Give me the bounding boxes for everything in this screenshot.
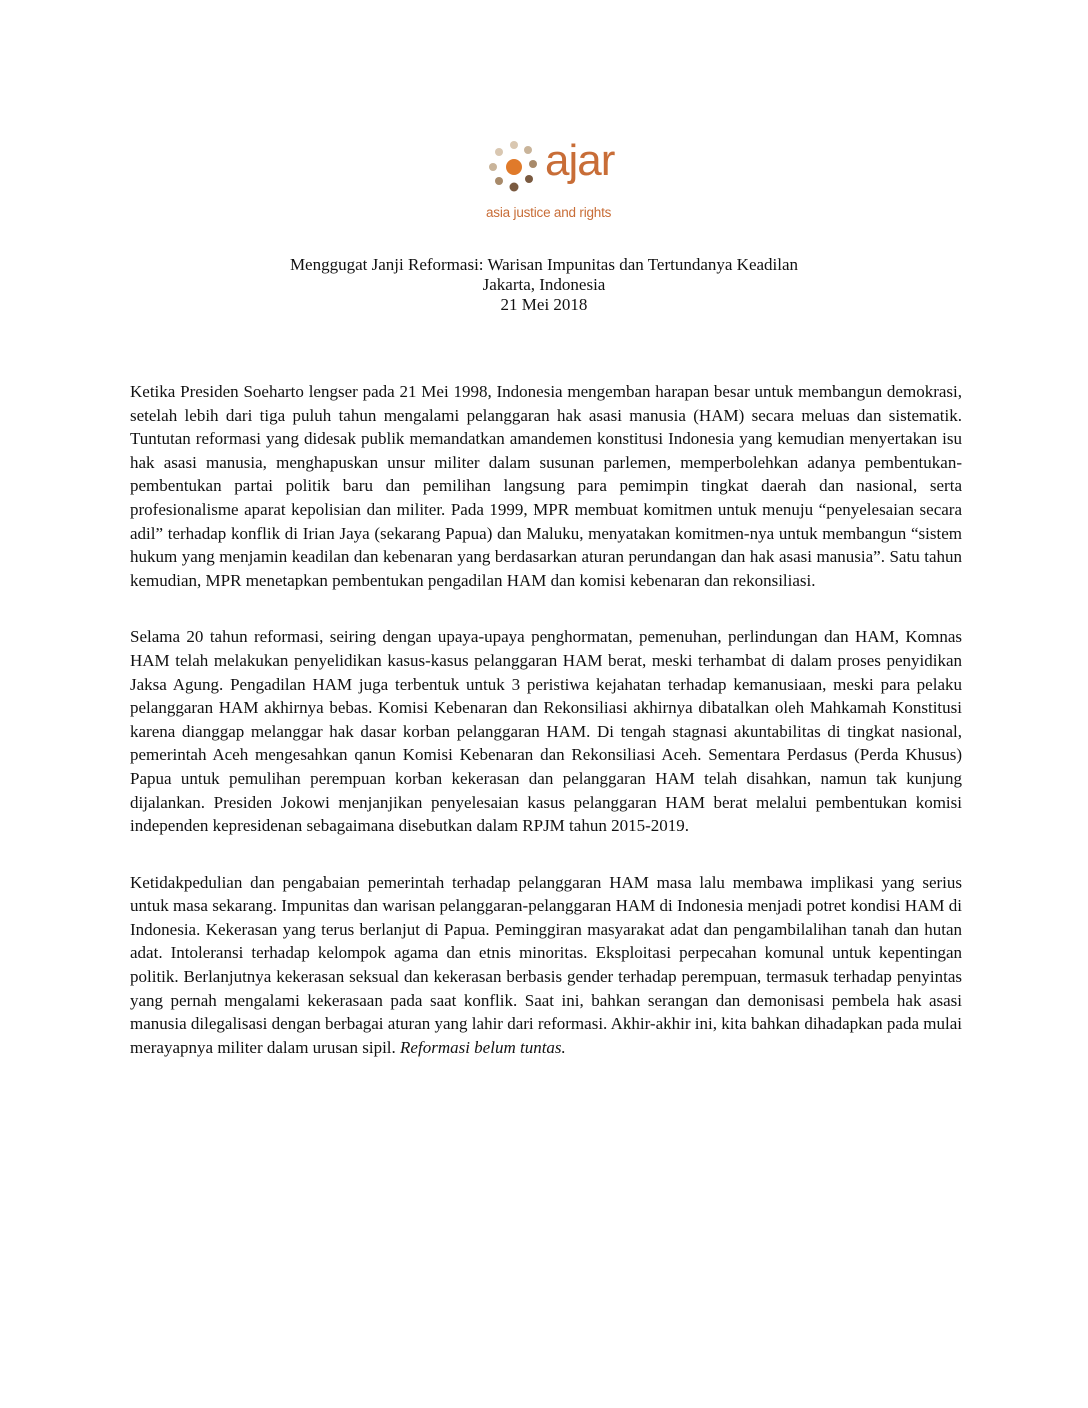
dot-circle-icon <box>486 135 546 199</box>
document-body <box>130 380 962 1092</box>
logo-wordmark: ajar <box>545 136 615 185</box>
logo-tagline: asia justice and rights <box>486 205 612 220</box>
document-header <box>0 255 1088 315</box>
document-date: 21 Mei 2018 <box>500 295 588 314</box>
document-location: Jakarta, Indonesia <box>482 275 606 294</box>
paragraph-2: Selama 20 tahun reformasi, seiring dengan upaya-upaya penghormatan, pemenuhan, perlindungan dan HAM, Komnas HAM telah melakukan penyelidikan kasus-kasus pelanggaran HAM berat, meski terhambat di dalam proses penyidikan Jaksa Agung. Pengadilan HAM juga terbentuk untuk 3 peristiwa kejahatan terhadap kemanusiaan, meski para pelaku pelanggaran HAM akhirnya bebas. Komisi Kebenaran dan Rekonsiliasi akhirnya dibatalkan oleh Mahkamah Konstitusi karena dianggap melanggar hak dasar korban pelanggaran HAM. Di tengah stagnasi akuntabilitas di tingkat nasional, pemerintah Aceh mengesahkan qanun Komisi Kebenaran dan Rekonsiliasi Aceh. Sementara Perdasus (Perda Khusus) Papua untuk pemulihan perempuan korban kekerasan dan pelanggaran HAM telah disahkan, namun tak kunjung dijalankan. Presiden Jokowi menjanjikan penyelesaian kasus pelanggaran HAM berat melalui pembentukan komisi independen kepresidenan sebagaimana disebutkan dalam RPJM tahun 2015-2019. <box>130 627 962 836</box>
paragraph-1: Ketika Presiden Soeharto lengser pada 21 Mei 1998, Indonesia mengemban harapan besar untuk membangun demokrasi, setelah lebih dari tiga puluh tahun mengalami pelanggaran hak asasi manusia (HAM) secara meluas dan sistematik. Tuntutan reformasi yang didesak publik memandatkan amandemen konstitusi Indonesia yang kemudian menyertakan isu hak asasi manusia, menghapuskan unsur militer dalam susunan parlemen, memperbolehkan adanya pembentukan-pembentukan partai politik baru dan pemilihan langsung para pemimpin tingkat daerah dan nasional, serta profesionalisme aparat kepolisian dan militer. Pada 1999, MPR membuat komitmen untuk menuju “penyelesaian secara adil” terhadap konflik di Irian Jaya (sekarang Papua) dan Maluku, menyatakan komitmen-nya untuk membangun “sistem hukum yang menjamin keadilan dan kebenaran yang berdasarkan aturan perundangan dan hak asasi manusia”. Satu tahun kemudian, MPR menetapkan pembentukan pengadilan HAM dan komisi kebenaran dan rekonsiliasi. <box>130 382 962 590</box>
ajar-logo <box>486 135 615 225</box>
emphasis-text: Reformasi belum tuntas. <box>400 1037 566 1057</box>
document-title: Menggugat Janji Reformasi: Warisan Impunitas dan Tertundanya Keadilan <box>289 255 799 274</box>
paragraph-3 <box>130 871 962 1060</box>
paragraph-3-text: Ketidakpedulian dan pengabaian pemerintah terhadap pelanggaran HAM masa lalu membawa implikasi yang serius untuk masa sekarang. Impunitas dan warisan pelanggaran-pelanggaran HAM di Indonesia menjadi potret kondisi HAM di Indonesia. Kekerasan yang terus berlanjut di Papua. Peminggiran masyarakat adat dan pengambilalihan tanah dan hutan adat. Intoleransi terhadap kelompok agama dan etnis minoritas. Eksploitasi perpecahan komunal untuk kepentingan politik. Berlanjutnya kekerasan seksual dan kekerasan berbasis gender terhadap perempuan, termasuk terhadap penyintas yang pernah mengalami kekerasaan pada saat konflik. Saat ini, bahkan serangan dan demonisasi pembela hak asasi manusia dilegalisasi dengan berbagai aturan yang lahir dari reformasi. Akhir-akhir ini, kita bahkan dihadapkan pada mulai merayapnya militer dalam urusan sipil. <box>130 872 962 1057</box>
